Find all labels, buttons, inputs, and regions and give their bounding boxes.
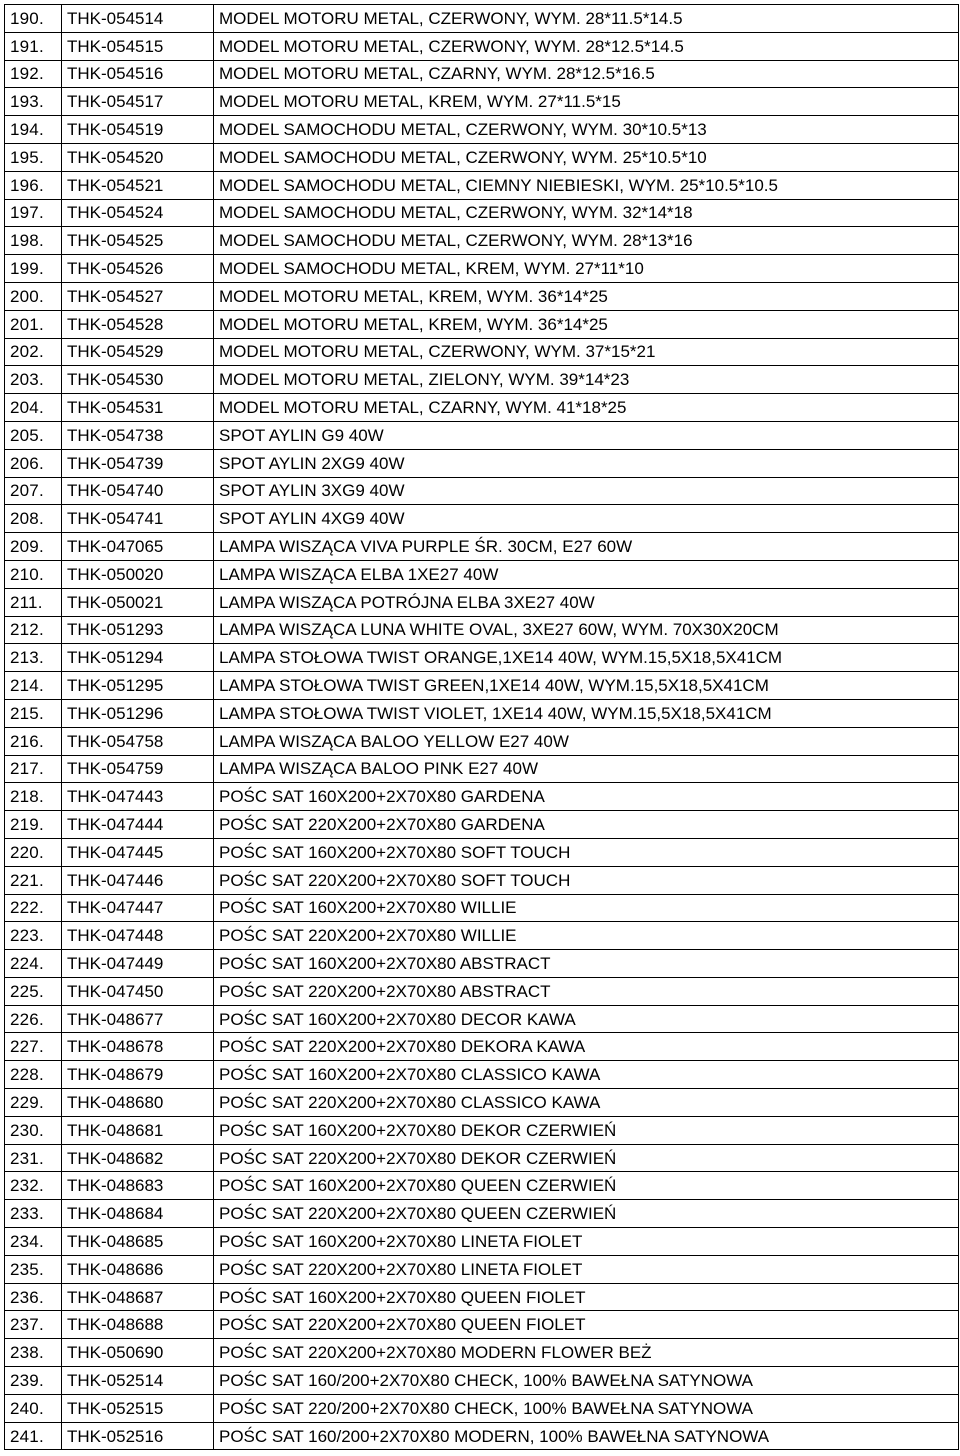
- product-description: MODEL MOTORU METAL, KREM, WYM. 36*14*25: [214, 310, 959, 338]
- row-number: 230.: [5, 1116, 62, 1144]
- product-code: THK-052514: [62, 1367, 214, 1395]
- product-code: THK-047445: [62, 838, 214, 866]
- product-code: THK-047447: [62, 894, 214, 922]
- row-number: 214.: [5, 672, 62, 700]
- table-row: [5, 1255, 959, 1283]
- product-code: THK-054527: [62, 282, 214, 310]
- table-row: [5, 1394, 959, 1422]
- row-number: 219.: [5, 811, 62, 839]
- table-row: [5, 977, 959, 1005]
- table-row: [5, 227, 959, 255]
- product-description: MODEL MOTORU METAL, CZERWONY, WYM. 28*11.5*14.5: [214, 5, 959, 33]
- product-description: POŚC SAT 160X200+2X70X80 QUEEN FIOLET: [214, 1283, 959, 1311]
- table-row: [5, 950, 959, 978]
- row-number: 239.: [5, 1367, 62, 1395]
- row-number: 225.: [5, 977, 62, 1005]
- row-number: 210.: [5, 560, 62, 588]
- product-code: THK-054531: [62, 394, 214, 422]
- product-code: THK-048681: [62, 1116, 214, 1144]
- product-description: LAMPA WISZĄCA POTRÓJNA ELBA 3XE27 40W: [214, 588, 959, 616]
- row-number: 238.: [5, 1339, 62, 1367]
- table-row: [5, 60, 959, 88]
- product-code: THK-047443: [62, 783, 214, 811]
- row-number: 235.: [5, 1255, 62, 1283]
- product-code: THK-047450: [62, 977, 214, 1005]
- row-number: 241.: [5, 1422, 62, 1450]
- product-description: POŚC SAT 220X200+2X70X80 CLASSICO KAWA: [214, 1089, 959, 1117]
- row-number: 211.: [5, 588, 62, 616]
- table-row: [5, 338, 959, 366]
- product-code: THK-047065: [62, 533, 214, 561]
- product-description: SPOT AYLIN 3XG9 40W: [214, 477, 959, 505]
- table-row: [5, 699, 959, 727]
- table-row: [5, 811, 959, 839]
- product-description: POŚC SAT 220X200+2X70X80 MODERN FLOWER BEŻ: [214, 1339, 959, 1367]
- row-number: 228.: [5, 1061, 62, 1089]
- product-description: POŚC SAT 160X200+2X70X80 DEKOR CZERWIEŃ: [214, 1116, 959, 1144]
- row-number: 240.: [5, 1394, 62, 1422]
- product-description: MODEL MOTORU METAL, CZERWONY, WYM. 28*12.5*14.5: [214, 32, 959, 60]
- table-row: [5, 255, 959, 283]
- table-row: [5, 116, 959, 144]
- product-description: POŚC SAT 220X200+2X70X80 QUEEN CZERWIEŃ: [214, 1200, 959, 1228]
- row-number: 195.: [5, 143, 62, 171]
- product-code: THK-048678: [62, 1033, 214, 1061]
- table-row: [5, 171, 959, 199]
- row-number: 220.: [5, 838, 62, 866]
- table-row: [5, 1005, 959, 1033]
- product-description: MODEL SAMOCHODU METAL, CZERWONY, WYM. 30*10.5*13: [214, 116, 959, 144]
- product-description: SPOT AYLIN 4XG9 40W: [214, 505, 959, 533]
- product-code: THK-048685: [62, 1228, 214, 1256]
- row-number: 201.: [5, 310, 62, 338]
- product-description: POŚC SAT 160X200+2X70X80 ABSTRACT: [214, 950, 959, 978]
- table-row: [5, 533, 959, 561]
- row-number: 221.: [5, 866, 62, 894]
- product-description: LAMPA STOŁOWA TWIST VIOLET, 1XE14 40W, WYM.15,5X18,5X41CM: [214, 699, 959, 727]
- product-code: THK-054741: [62, 505, 214, 533]
- table-row: [5, 1228, 959, 1256]
- row-number: 206.: [5, 449, 62, 477]
- table-row: [5, 199, 959, 227]
- product-code: THK-051296: [62, 699, 214, 727]
- product-code: THK-048688: [62, 1311, 214, 1339]
- table-row: [5, 922, 959, 950]
- table-row: [5, 421, 959, 449]
- table-row: [5, 727, 959, 755]
- product-code: THK-054526: [62, 255, 214, 283]
- product-description: SPOT AYLIN G9 40W: [214, 421, 959, 449]
- product-description: LAMPA WISZĄCA LUNA WHITE OVAL, 3XE27 60W, WYM. 70X30X20CM: [214, 616, 959, 644]
- product-code: THK-047444: [62, 811, 214, 839]
- product-code: THK-054759: [62, 755, 214, 783]
- table-row: [5, 1367, 959, 1395]
- table-row: [5, 866, 959, 894]
- row-number: 223.: [5, 922, 62, 950]
- table-row: [5, 1033, 959, 1061]
- row-number: 217.: [5, 755, 62, 783]
- table-row: [5, 477, 959, 505]
- product-description: POŚC SAT 220X200+2X70X80 DEKORA KAWA: [214, 1033, 959, 1061]
- product-code: THK-054520: [62, 143, 214, 171]
- row-number: 237.: [5, 1311, 62, 1339]
- product-description: MODEL MOTORU METAL, CZARNY, WYM. 28*12.5*16.5: [214, 60, 959, 88]
- table-row: [5, 143, 959, 171]
- product-code: THK-050690: [62, 1339, 214, 1367]
- product-description: MODEL MOTORU METAL, CZARNY, WYM. 41*18*25: [214, 394, 959, 422]
- table-row: [5, 1339, 959, 1367]
- table-row: [5, 1089, 959, 1117]
- product-description: MODEL SAMOCHODU METAL, CZERWONY, WYM. 32*14*18: [214, 199, 959, 227]
- row-number: 216.: [5, 727, 62, 755]
- product-code: THK-048683: [62, 1172, 214, 1200]
- table-row: [5, 838, 959, 866]
- product-code: THK-054525: [62, 227, 214, 255]
- product-description: LAMPA STOŁOWA TWIST GREEN,1XE14 40W, WYM.15,5X18,5X41CM: [214, 672, 959, 700]
- product-code: THK-048677: [62, 1005, 214, 1033]
- product-code: THK-048682: [62, 1144, 214, 1172]
- product-description: MODEL MOTORU METAL, CZERWONY, WYM. 37*15*21: [214, 338, 959, 366]
- product-description: POŚC SAT 160X200+2X70X80 LINETA FIOLET: [214, 1228, 959, 1256]
- table-row: [5, 783, 959, 811]
- row-number: 234.: [5, 1228, 62, 1256]
- product-code: THK-047446: [62, 866, 214, 894]
- product-code: THK-054528: [62, 310, 214, 338]
- table-row: [5, 616, 959, 644]
- row-number: 190.: [5, 5, 62, 33]
- product-description: POŚC SAT 160X200+2X70X80 GARDENA: [214, 783, 959, 811]
- product-description: MODEL SAMOCHODU METAL, KREM, WYM. 27*11*10: [214, 255, 959, 283]
- table-row: [5, 894, 959, 922]
- table-row: [5, 5, 959, 33]
- row-number: 204.: [5, 394, 62, 422]
- table-row: [5, 32, 959, 60]
- product-code: THK-054738: [62, 421, 214, 449]
- row-number: 209.: [5, 533, 62, 561]
- product-code: THK-054516: [62, 60, 214, 88]
- product-code: THK-054514: [62, 5, 214, 33]
- product-code: THK-054519: [62, 116, 214, 144]
- product-description: POŚC SAT 220X200+2X70X80 SOFT TOUCH: [214, 866, 959, 894]
- product-description: POŚC SAT 160X200+2X70X80 CLASSICO KAWA: [214, 1061, 959, 1089]
- row-number: 191.: [5, 32, 62, 60]
- product-description: POŚC SAT 220X200+2X70X80 DEKOR CZERWIEŃ: [214, 1144, 959, 1172]
- product-code: THK-054524: [62, 199, 214, 227]
- product-description: MODEL MOTORU METAL, KREM, WYM. 36*14*25: [214, 282, 959, 310]
- product-code: THK-048687: [62, 1283, 214, 1311]
- product-code: THK-048686: [62, 1255, 214, 1283]
- row-number: 196.: [5, 171, 62, 199]
- product-code: THK-054515: [62, 32, 214, 60]
- product-description: LAMPA WISZĄCA VIVA PURPLE ŚR. 30CM, E27 60W: [214, 533, 959, 561]
- product-code: THK-047449: [62, 950, 214, 978]
- table-row: [5, 1311, 959, 1339]
- table-row: [5, 588, 959, 616]
- table-row: [5, 282, 959, 310]
- table-row: [5, 1172, 959, 1200]
- table-row: [5, 1116, 959, 1144]
- product-code: THK-048684: [62, 1200, 214, 1228]
- table-row: [5, 1283, 959, 1311]
- product-description: POŚC SAT 220X200+2X70X80 QUEEN FIOLET: [214, 1311, 959, 1339]
- product-code: THK-051294: [62, 644, 214, 672]
- product-description: POŚC SAT 220/200+2X70X80 CHECK, 100% BAWEŁNA SATYNOWA: [214, 1394, 959, 1422]
- table-row: [5, 560, 959, 588]
- product-code: THK-054739: [62, 449, 214, 477]
- row-number: 224.: [5, 950, 62, 978]
- product-description: SPOT AYLIN 2XG9 40W: [214, 449, 959, 477]
- product-code: THK-052515: [62, 1394, 214, 1422]
- product-description: MODEL SAMOCHODU METAL, CIEMNY NIEBIESKI, WYM. 25*10.5*10.5: [214, 171, 959, 199]
- row-number: 226.: [5, 1005, 62, 1033]
- table-row: [5, 672, 959, 700]
- product-code: THK-051295: [62, 672, 214, 700]
- product-description: POŚC SAT 220X200+2X70X80 WILLIE: [214, 922, 959, 950]
- product-description: POŚC SAT 160X200+2X70X80 SOFT TOUCH: [214, 838, 959, 866]
- product-description: MODEL MOTORU METAL, KREM, WYM. 27*11.5*15: [214, 88, 959, 116]
- row-number: 231.: [5, 1144, 62, 1172]
- table-row: [5, 1422, 959, 1450]
- product-code: THK-050020: [62, 560, 214, 588]
- product-code: THK-054530: [62, 366, 214, 394]
- product-table-body: [5, 5, 959, 1450]
- table-row: [5, 88, 959, 116]
- row-number: 227.: [5, 1033, 62, 1061]
- table-row: [5, 366, 959, 394]
- row-number: 207.: [5, 477, 62, 505]
- product-description: POŚC SAT 220X200+2X70X80 LINETA FIOLET: [214, 1255, 959, 1283]
- table-row: [5, 1200, 959, 1228]
- row-number: 205.: [5, 421, 62, 449]
- row-number: 194.: [5, 116, 62, 144]
- table-row: [5, 755, 959, 783]
- product-code: THK-048680: [62, 1089, 214, 1117]
- product-description: LAMPA WISZĄCA ELBA 1XE27 40W: [214, 560, 959, 588]
- row-number: 215.: [5, 699, 62, 727]
- product-code: THK-052516: [62, 1422, 214, 1450]
- table-row: [5, 310, 959, 338]
- table-row: [5, 644, 959, 672]
- product-description: MODEL SAMOCHODU METAL, CZERWONY, WYM. 28*13*16: [214, 227, 959, 255]
- row-number: 198.: [5, 227, 62, 255]
- product-code: THK-054740: [62, 477, 214, 505]
- table-row: [5, 1144, 959, 1172]
- row-number: 229.: [5, 1089, 62, 1117]
- product-code: THK-051293: [62, 616, 214, 644]
- product-code: THK-050021: [62, 588, 214, 616]
- row-number: 208.: [5, 505, 62, 533]
- row-number: 222.: [5, 894, 62, 922]
- product-description: POŚC SAT 220X200+2X70X80 GARDENA: [214, 811, 959, 839]
- product-code: THK-054758: [62, 727, 214, 755]
- row-number: 202.: [5, 338, 62, 366]
- row-number: 212.: [5, 616, 62, 644]
- row-number: 197.: [5, 199, 62, 227]
- product-code: THK-054521: [62, 171, 214, 199]
- product-description: MODEL MOTORU METAL, ZIELONY, WYM. 39*14*23: [214, 366, 959, 394]
- product-description: POŚC SAT 160X200+2X70X80 DECOR KAWA: [214, 1005, 959, 1033]
- row-number: 233.: [5, 1200, 62, 1228]
- product-table: [4, 4, 959, 1450]
- table-row: [5, 1061, 959, 1089]
- product-description: LAMPA WISZĄCA BALOO PINK E27 40W: [214, 755, 959, 783]
- row-number: 236.: [5, 1283, 62, 1311]
- table-row: [5, 505, 959, 533]
- row-number: 218.: [5, 783, 62, 811]
- product-description: LAMPA WISZĄCA BALOO YELLOW E27 40W: [214, 727, 959, 755]
- product-description: POŚC SAT 220X200+2X70X80 ABSTRACT: [214, 977, 959, 1005]
- table-row: [5, 449, 959, 477]
- product-code: THK-048679: [62, 1061, 214, 1089]
- row-number: 203.: [5, 366, 62, 394]
- product-description: MODEL SAMOCHODU METAL, CZERWONY, WYM. 25*10.5*10: [214, 143, 959, 171]
- row-number: 232.: [5, 1172, 62, 1200]
- table-row: [5, 394, 959, 422]
- row-number: 192.: [5, 60, 62, 88]
- product-description: LAMPA STOŁOWA TWIST ORANGE,1XE14 40W, WYM.15,5X18,5X41CM: [214, 644, 959, 672]
- row-number: 193.: [5, 88, 62, 116]
- product-code: THK-054517: [62, 88, 214, 116]
- product-description: POŚC SAT 160/200+2X70X80 CHECK, 100% BAWEŁNA SATYNOWA: [214, 1367, 959, 1395]
- product-code: THK-054529: [62, 338, 214, 366]
- product-description: POŚC SAT 160X200+2X70X80 WILLIE: [214, 894, 959, 922]
- product-description: POŚC SAT 160X200+2X70X80 QUEEN CZERWIEŃ: [214, 1172, 959, 1200]
- product-code: THK-047448: [62, 922, 214, 950]
- product-description: POŚC SAT 160/200+2X70X80 MODERN, 100% BAWEŁNA SATYNOWA: [214, 1422, 959, 1450]
- row-number: 199.: [5, 255, 62, 283]
- row-number: 213.: [5, 644, 62, 672]
- row-number: 200.: [5, 282, 62, 310]
